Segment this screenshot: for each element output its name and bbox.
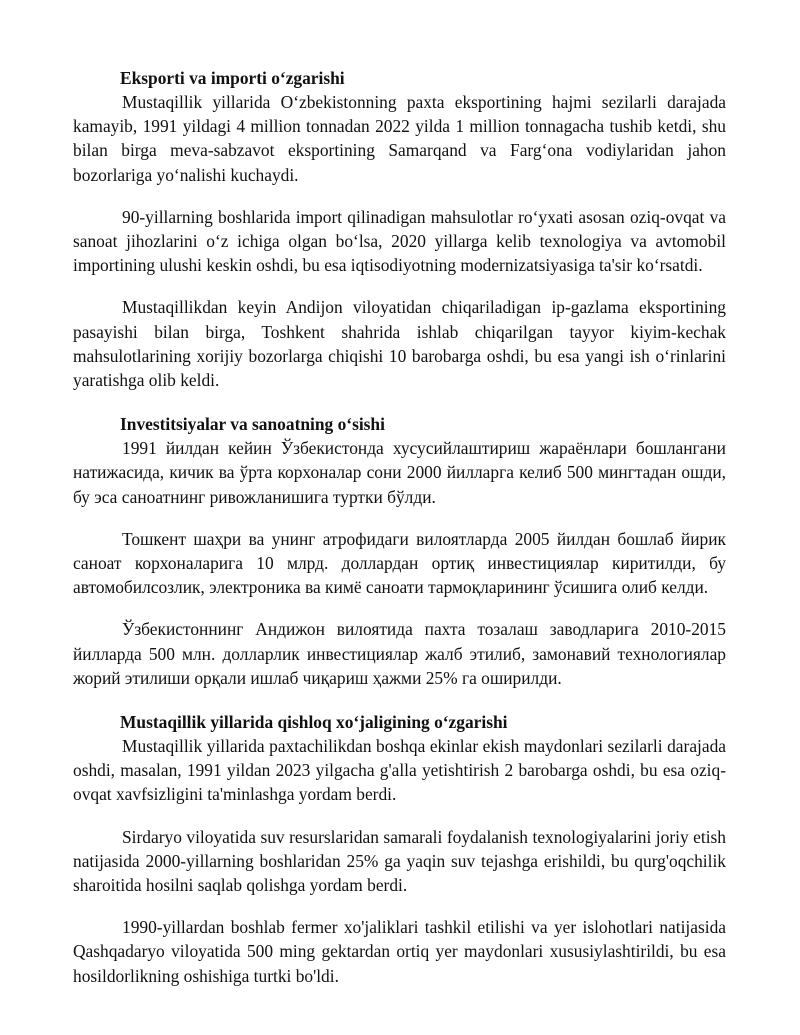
paragraph: 90-yillarning boshlarida import qilinadigan mahsulotlar ro‘yxati asosan oziq-ovqat va sanoat jihozlarini o‘z ichiga olgan bo‘lsa, 2020 yillarga kelib texnologiya va avtomobil importining ulushi keskin oshdi, bu esa iqtisodiyotning modernizatsiyasiga ta'sir ko‘rsatdi. bbox=[73, 206, 726, 276]
section-heading: Mustaqillik yillarida qishloq xo‘jaligining o‘zgarishi bbox=[120, 712, 508, 733]
document-page bbox=[73, 66, 726, 988]
section-heading: Eksporti va importi o‘zgarishi bbox=[120, 68, 345, 88]
paragraph: Sirdaryo viloyatida suv resurslaridan samarali foydalanish texnologiyalarini joriy etish natijasida 2000-yillarning boshlaridan 25% ga yaqin suv tejashga erishildi, bu qurg'oqchilik sharoitida hosilni saqlab qolishga yordam berdi. bbox=[73, 826, 726, 896]
section-heading: Investitsiyalar va sanoatning o‘sishi bbox=[120, 414, 385, 435]
paragraph: Mustaqillik yillarida O‘zbekistonning paxta eksportining hajmi sezilarli darajada kamayib, 1991 yildagi 4 million tonnadan 2022 yilda 1 million tonnagacha tushib ketdi, shu bilan birga meva-sabzavot eksportining Samarqand va Farg‘ona vodiylaridan jahon bozorlariga yo‘nalishi kuchaydi. bbox=[73, 92, 726, 185]
section-export-import bbox=[73, 66, 726, 392]
section-agriculture bbox=[73, 710, 726, 988]
paragraph: Mustaqillik yillarida paxtachilikdan boshqa ekinlar ekish maydonlari sezilarli darajada oshdi, masalan, 1991 yildan 2023 yilgacha g'alla yetishtirish 2 barobarga oshdi, bu esa oziq-ovqat xavfsizligini ta'minlashga yordam berdi. bbox=[73, 736, 726, 805]
paragraph: Mustaqillikdan keyin Andijon viloyatidan chiqariladigan ip-gazlama eksportining pasayishi bilan birga, Toshkent shahrida ishlab chiqarilgan tayyor kiyim-kechak mahsulotlarining xorijiy bozorlarga chiqishi 10 barobarga oshdi, bu esa yangi ish o‘rinlarini yaratishga olib keldi. bbox=[73, 297, 726, 391]
paragraph: 1990-yillardan boshlab fermer xo'jaliklari tashkil etilishi va yer islohotlari natijasida Qashqadaryo viloyatida 500 ming gektardan ortiq yer maydonlari xususiylashtirildi, bu esa hosildorlikning oshishiga turtki bo'ldi. bbox=[73, 917, 726, 986]
paragraph: Тошкент шаҳри ва унинг атрофидаги вилоятларда 2005 йилдан бошлаб йирик саноат корхоналарига 10 млрд. доллардан ортиқ инвестициялар киритилди, бу автомобилсозлик, электроника ва кимё саноати тармоқларининг ўсишига олиб келди. bbox=[73, 528, 726, 598]
section-investment-industry bbox=[73, 412, 726, 690]
paragraph: 1991 йилдан кейин Ўзбекистонда хусусийлаштириш жараёнлари бошлангани натижасида, кичик ва ўрта корхоналар сони 2000 йилларга келиб 500 мингтадан ошди, бу эса саноатнинг ривожланишига туртки бўлди. bbox=[73, 438, 726, 507]
paragraph: Ўзбекистоннинг Андижон вилоятида пахта тозалаш заводларига 2010-2015 йилларда 500 млн. долларлик инвестициялар жалб этилиб, замонавий технологиялар жорий этилиши орқали ишлаб чиқариш ҳажми 25% га оширилди. bbox=[73, 619, 726, 688]
